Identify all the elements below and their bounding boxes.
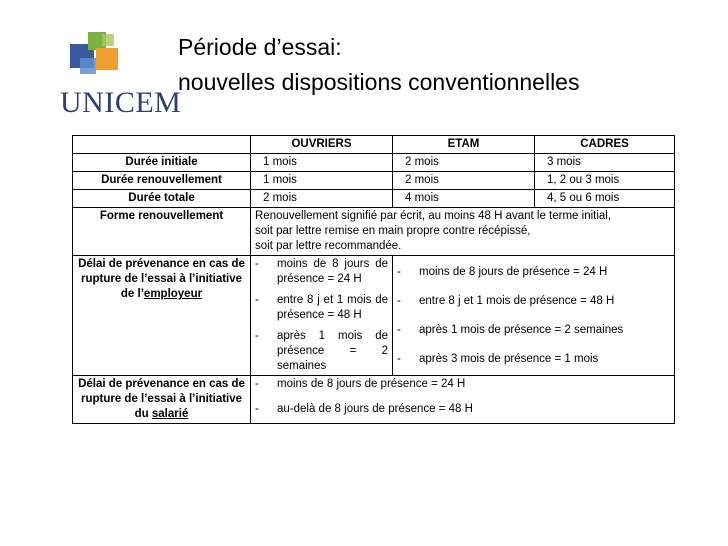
forme-text bbox=[251, 208, 675, 256]
label-text: Délai de prévenance en cas de rupture de l’essai à l’initiative de l’ bbox=[78, 258, 245, 300]
logo-square-lightgreen bbox=[102, 34, 114, 46]
list-item bbox=[255, 293, 388, 323]
list-item bbox=[255, 257, 388, 287]
dash-bullet: - bbox=[397, 352, 401, 365]
dash-bullet: - bbox=[397, 265, 401, 278]
table-row bbox=[73, 190, 675, 208]
list-item bbox=[397, 352, 670, 367]
table-row bbox=[73, 154, 675, 172]
header-cadres: CADRES bbox=[535, 136, 675, 154]
list-item-text: au-delà de 8 jours de présence = 48 H bbox=[277, 403, 473, 415]
unicem-logo bbox=[60, 28, 182, 119]
logo-square-lightblue bbox=[80, 58, 96, 74]
forme-line: soit par lettre recommandée. bbox=[255, 240, 402, 252]
label-underlined: salarié bbox=[151, 408, 189, 420]
list-item-text: moins de 8 jours de présence = 24 H bbox=[419, 265, 608, 278]
label-underlined: employeur bbox=[143, 288, 203, 300]
row-label bbox=[73, 256, 251, 376]
list-item bbox=[397, 323, 670, 338]
header-empty bbox=[73, 136, 251, 154]
list-item-text: moins de 8 jours de présence = 24 H bbox=[277, 258, 388, 285]
table-header-row bbox=[73, 136, 675, 154]
ouvriers-notice-list bbox=[251, 256, 393, 376]
list-item-text: entre 8 j et 1 mois de présence = 48 H bbox=[419, 294, 615, 307]
list-item-text: après 1 mois de présence = 2 semaines bbox=[277, 330, 388, 372]
page-title bbox=[178, 30, 579, 100]
dash-bullet: - bbox=[255, 403, 259, 415]
dash-bullet: - bbox=[255, 378, 259, 390]
table-row-employeur bbox=[73, 256, 675, 376]
list-item bbox=[255, 377, 670, 392]
list-item bbox=[397, 294, 670, 309]
logo-square-orange bbox=[96, 48, 118, 70]
table-row bbox=[73, 172, 675, 190]
cell-value: 2 mois bbox=[251, 190, 393, 208]
row-label bbox=[73, 376, 251, 424]
list-item-text: après 3 mois de présence = 1 mois bbox=[419, 352, 599, 365]
dash-bullet: - bbox=[255, 294, 259, 306]
header-etam: ETAM bbox=[393, 136, 535, 154]
list-item-text: moins de 8 jours de présence = 24 H bbox=[277, 378, 466, 390]
list-item-text: après 1 mois de présence = 2 semaines bbox=[419, 323, 624, 336]
cell-value: 2 mois bbox=[393, 154, 535, 172]
cell-value: 4 mois bbox=[393, 190, 535, 208]
row-label: Forme renouvellement bbox=[73, 208, 251, 256]
title-line-2: nouvelles dispositions conventionnelles bbox=[178, 69, 580, 95]
etam-cadres-notice-list bbox=[393, 256, 675, 376]
forme-line: Renouvellement signifié par écrit, au moins 48 H avant le terme initial, bbox=[255, 210, 612, 222]
dash-bullet: - bbox=[397, 323, 401, 336]
table-row-forme bbox=[73, 208, 675, 256]
cell-value: 3 mois bbox=[535, 154, 675, 172]
logo-text: UNICEM bbox=[60, 86, 182, 119]
row-label: Durée initiale bbox=[73, 154, 251, 172]
row-label: Durée renouvellement bbox=[73, 172, 251, 190]
dash-bullet: - bbox=[255, 330, 259, 342]
cell-value: 1, 2 ou 3 mois bbox=[535, 172, 675, 190]
list-item bbox=[255, 402, 670, 417]
dash-bullet: - bbox=[397, 294, 401, 307]
label-text: Délai de prévenance en cas de rupture de l’essai à l’initiative du bbox=[78, 378, 245, 420]
dash-bullet: - bbox=[255, 258, 259, 270]
list-item bbox=[397, 265, 670, 280]
header-ouvriers: OUVRIERS bbox=[251, 136, 393, 154]
trial-period-table bbox=[72, 135, 675, 424]
cell-value: 2 mois bbox=[393, 172, 535, 190]
row-label: Durée totale bbox=[73, 190, 251, 208]
forme-line: soit par lettre remise en main propre contre récépissé, bbox=[255, 225, 531, 237]
title-line-1: Période d’essai: bbox=[178, 34, 342, 60]
list-item-text: entre 8 j et 1 mois de présence = 48 H bbox=[277, 294, 388, 321]
cell-value: 1 mois bbox=[251, 154, 393, 172]
salarie-notice-list bbox=[251, 376, 675, 424]
cell-value: 1 mois bbox=[251, 172, 393, 190]
list-item bbox=[255, 329, 388, 374]
cell-value: 4, 5 ou 6 mois bbox=[535, 190, 675, 208]
table-row-salarie bbox=[73, 376, 675, 424]
